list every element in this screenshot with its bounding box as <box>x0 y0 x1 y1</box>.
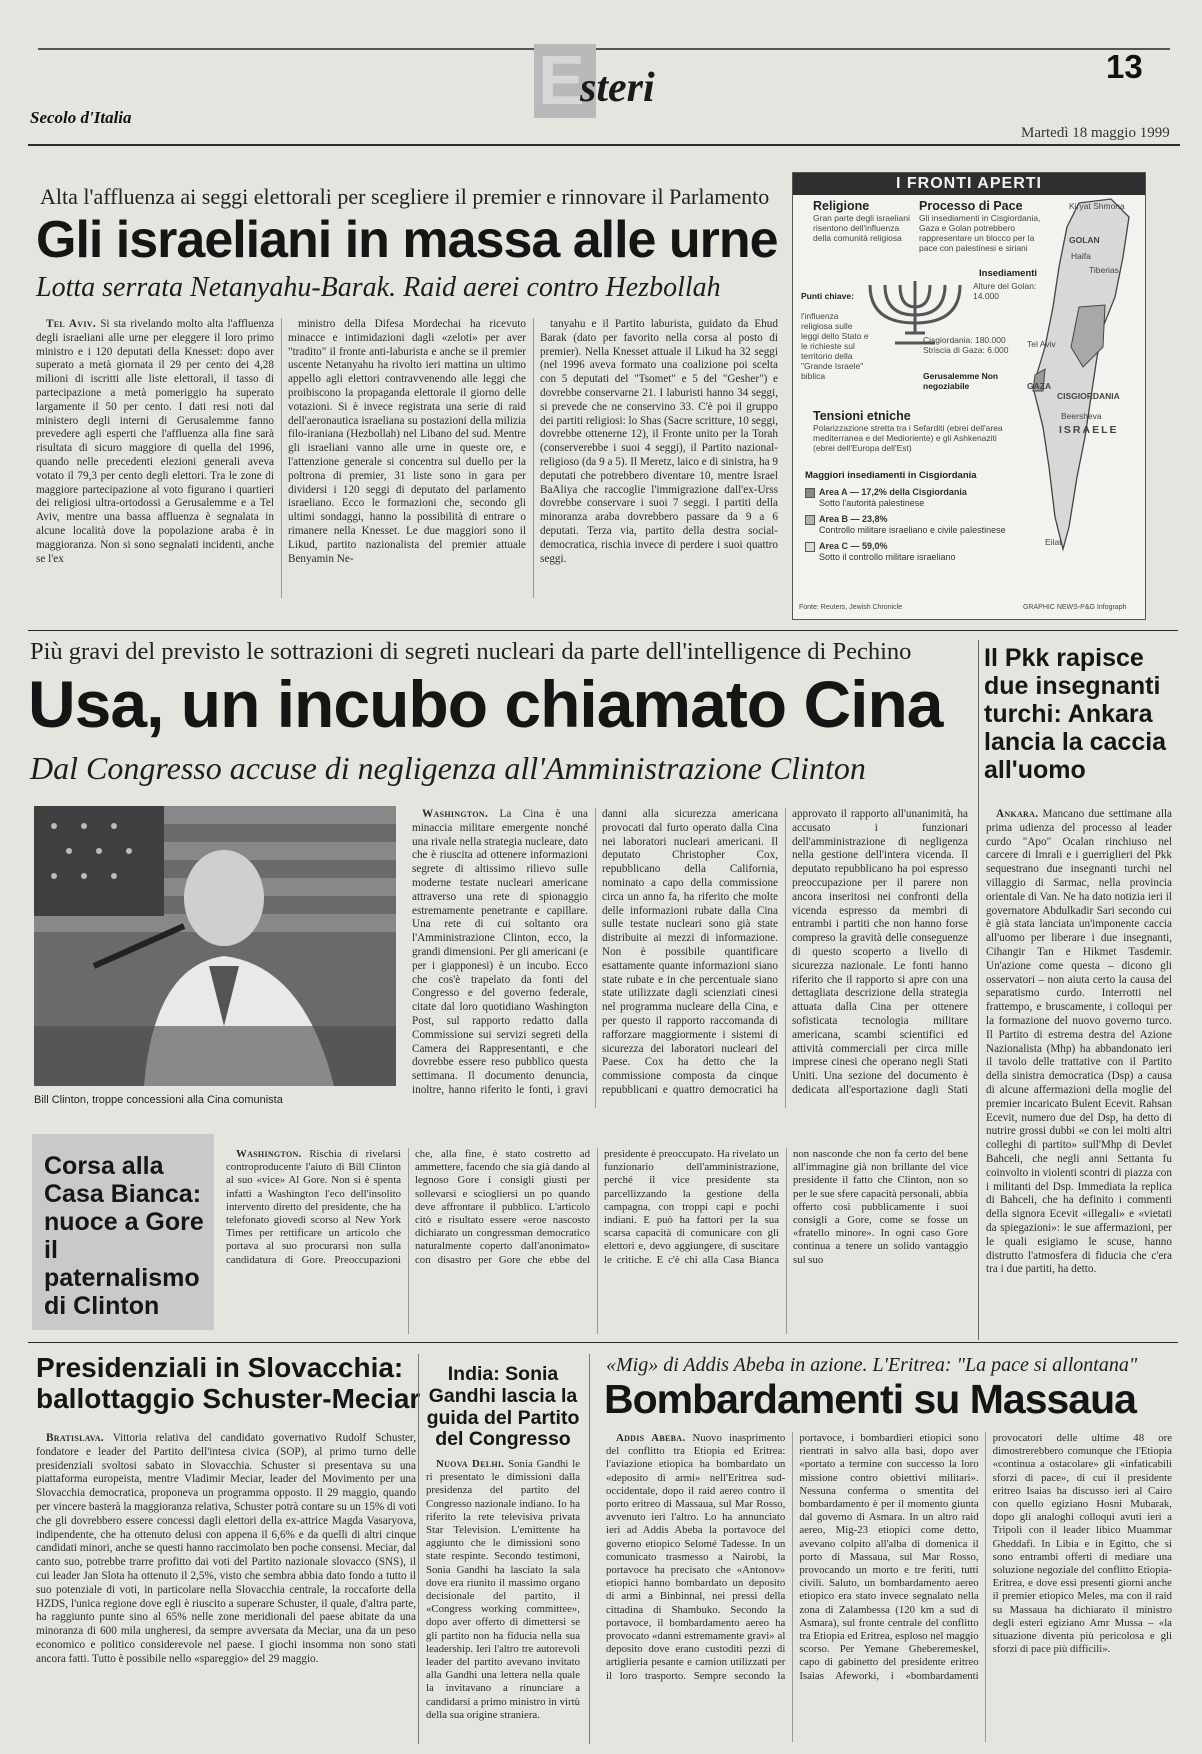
legend <box>805 487 1015 568</box>
eritrea-body <box>606 1432 1172 1742</box>
place-haifa: Haifa <box>1071 251 1091 261</box>
gore-dateline: Washington. <box>236 1148 302 1160</box>
place-tiberias: Tiberias <box>1089 265 1119 275</box>
masthead-top-rule <box>38 48 1170 50</box>
map-graphic <box>792 172 1146 620</box>
story2-text <box>412 808 968 1108</box>
india-body-text: Sonia Gandhi le ri presentato le dimissioni dalla presidenza del partito del Congresso nazionale indiano. Io ha riferito la rete televisiva privata Star Television. L'emittente ha aggiunto che le dimissioni sono state respinte. Secondo testimoni, Sonia Gandhi ha lasciato la sala dove era riunito il massimo organo decisionale del partito, il «Congress working committee», dopo aver offerto di dimettersi se gli partito non ha fiducia nella sua leadership. Ieri l'altro tre autorevoli leader del partito avevano invitato alla Gandhi una lettera nella quale la invitavano a rinunciare a candidarsi a primo ministro in virtù della sua origine straniera. <box>426 1458 580 1721</box>
issue-date: Martedì 18 maggio 1999 <box>1021 125 1170 141</box>
legend-item <box>805 487 1015 509</box>
legend-sub: Controllo militare israeliano e civile palestinese <box>819 525 1006 535</box>
map-cisgiordania-text: Cisgiordania: 180.000 Striscia di Gaza: 6.000 <box>923 335 1009 355</box>
legend-swatch <box>805 515 815 525</box>
legend-item <box>805 514 1015 536</box>
story1-kicker: Alta l'affluenza ai seggi elettorali per scegliere il premier e rinnovare il Parlamento <box>40 184 770 209</box>
map-punti-text: l'influenza religiosa sulle leggi dello Stato e le richieste sul territorio della "Grande Israele" biblica <box>801 311 869 381</box>
map-tensioni-label: Tensioni etniche <box>813 409 911 423</box>
pkk-dateline: Ankara. <box>996 808 1039 820</box>
pkk-headline: Il Pkk rapisce due insegnanti turchi: Ankara lancia la caccia all'uomo <box>984 644 1167 784</box>
newspaper-name: Secolo d'Italia <box>30 108 132 127</box>
eritrea-dateline: Addis Abeba. <box>616 1432 686 1444</box>
clinton-photo <box>34 806 396 1086</box>
eritrea-headline: Bombardamenti su Massaua <box>604 1376 1136 1422</box>
gore-headline: Corsa alla Casa Bianca: nuoce a Gore il paternalismo di Clinton <box>44 1152 204 1320</box>
india-dateline: Nuova Delhi. <box>436 1458 505 1470</box>
story2-body <box>412 808 968 1108</box>
map-punti-label: Punti chiave: <box>801 291 854 301</box>
story1-col1-text: Si sta rivelando molto alta l'affluenza degli israeliani alle urne per eleggere il loro primo ministro e i 120 deputati della Knesset: dopo aver superato a metà giornata il 29 per cento dei 4,28 milioni di iscritti alle liste elettorali, il tasso di partecipazione a metà pomeriggio ha superato largamente il 50 per cento. I dati resi noti dal ministero degli interni di Gerusalemme fanno prevedere agli esperti che l'affluenza alla fine sarà risultata di sicuro maggiore di quella del 1996, quando nelle precedenti elezioni generali aveva votato il 79,3 per cento degli elettori. Tra le zone di maggiore partecipazione al voto figurano i quartieri dei religiosi ultra-ortodossi a Gerusalemme e a Tel Aviv, mentre una bassa affluenza è segnalata in alcune località dove la popolazione araba è in maggioranza. Non si sono segnalati incidenti, anche se l'ex <box>36 318 275 565</box>
story2-vertical-rule <box>978 640 979 1340</box>
story1-headline: Gli israeliani in massa alle urne <box>36 211 778 269</box>
slovacchia-dateline: Bratislava. <box>46 1432 105 1444</box>
map-insediamenti-text: Alture del Golan: 14.000 <box>973 281 1037 301</box>
section-initial-letter: E <box>538 41 585 119</box>
gore-text <box>226 1148 968 1267</box>
photo-caption: Bill Clinton, troppe concessioni alla Cina comunista <box>34 1094 283 1106</box>
photo-image <box>34 806 396 1086</box>
map-title: I FRONTI APERTI <box>793 173 1145 195</box>
gore-body-text: Rischia di rivelarsi controproducente l'aiuto di Bill Clinton al suo «vice» Al Gore. Non si è spenta infatti a Washington l'eco dell'insolito intervento diretto del presidente, che ha telefonato giovedì scorso al New York Times per rettificare un articolo che portava al suo procurarsi non sulla candidatura di Gore. Preoccupazioni che, alla fine, è stato costretto ad ammettere, facendo che sia già dando al legnoso Gore i consigli giusti per sollevarsi e sciogliersi un po quando deve affrontare il pubblico. L'articolo citò e risultato essere «eroe nascosto dichiarato un congressman democratico naturalmente coperto dall'anonimato» con disastro per Gore che ebbe del presidente è preoccupato. Ha rivelato un funzionario dell'amministrazione, perché il vice presidente sta parcellizzando la gestione della campagna, con troppi capi e pochi indiani. E può ha fattori per la sua scarsa capacità di comunicare con gli elettori e, devo aggiungere, di suscitare le critiche. E c'è chi alla Casa Bianca non nasconde che non fa certo del bene all'immagine già non brillante del vice presidente il fatto che Clinton, non so per le sue sfere capacità personali, abbia offerto così pubblicamente i suoi consigli a Gore, come se fosse un «fratello minore». In ogni caso Gore continua a tenere un solido vantaggio sul suo <box>226 1148 968 1266</box>
gore-body <box>226 1148 968 1334</box>
eritrea-text <box>606 1432 1172 1683</box>
place-israele: ISRAELE <box>1059 424 1119 436</box>
legend-item <box>805 541 1015 563</box>
story2-kicker: Più gravi del previsto le sottrazioni di segreti nucleari da parte dell'intelligence di Pechino <box>30 638 912 665</box>
masthead-bottom-rule <box>28 144 1180 146</box>
eritrea-kicker: «Mig» di Addis Abeba in azione. L'Eritrea: "La pace si allontana" <box>606 1354 1138 1376</box>
map-religione-label: Religione <box>813 199 870 213</box>
place-gaza: GAZA <box>1027 381 1052 391</box>
story1-col3 <box>540 318 778 566</box>
story1-col1 <box>36 318 274 566</box>
pkk-text <box>986 808 1172 1277</box>
story1-subhead: Lotta serrata Netanyahu-Barak. Raid aerei contro Hezbollah <box>36 272 721 303</box>
story2-headline: Usa, un incubo chiamato Cina <box>28 667 943 741</box>
slovacchia-headline: Presidenziali in Slovacchia: ballottaggio Schuster-Meciar <box>36 1352 421 1415</box>
slovacchia-text <box>36 1432 416 1667</box>
legend-swatch <box>805 488 815 498</box>
masthead <box>28 28 1178 146</box>
slovacchia-body-text: Vittoria relativa del candidato governativo Rudolf Schuster, fondatore e leader del Partito dell'intesa civica (SOP), al primo turno delle presidenziali svoltosi sabato in Slovacchia. Schuster si presentava su una piattaforma europeista, mentre Vladimir Meciar, leader del Movimento per una Slovacchia democratica, proponeva un programma opposto. Il 29 maggio, quando per vincere basterà la maggioranza relativa, Schuster potrà contare su un 15% di voti che gli dovrebbero essere concessi dagli elettori della ex-attrice Magda Vasaryova, indipendente, che ha ottenuto delusi con appena il 6,6% e da quelli di altri cinque candidati minori, anche se questi hanno raccimolato ben poche consensi. Meciar, dal canto suo, potrebbe trarre profitto dai voti del Partito nazionale slovacco (SNS), il cui leader Jan Slota ha ottenuto il 2,5%, visto che sembra abbia dato fondo a tutto il suo potenziale di voti, in particolare nella Slovacchia centrale, la roccaforte della HZDS, l'unica regione dove egli è riuscito a superare Schuster, il quale, d'altra parte, ha raggiunto punte sino al 65% nelle zone meridionali del paese abitate da una minoranza di 600 mila ungheresi, da sempre avversata da Meciar, una da un peso economico e politico considerevole nel paese. I giochi insomma non sono stati ancora fatti. Tutto è possibile nello «spareggio» del 29 maggio. <box>36 1432 416 1665</box>
place-eilat: Eilat <box>1045 537 1062 547</box>
map-religione-text: Gran parte degli israeliani risentono dell'influenza della comunità religiosa <box>813 213 910 243</box>
legend-swatch <box>805 542 815 552</box>
map-credit: GRAPHIC NEWS-P&G Infograph <box>1023 604 1127 611</box>
story1-body <box>36 318 778 598</box>
legend-label: Area A — 17,2% della Cisgiordania <box>819 487 967 497</box>
place-beersheva: Beersheva <box>1061 411 1102 421</box>
page-number: 13 <box>1106 48 1143 85</box>
india-body <box>426 1458 580 1742</box>
story2-body-text: La Cina è una minaccia militare emergente nonché una rivale nella strategia nucleare, dato che è riuscita ad ottenere informazioni segrete di altissimo rilievo sulle moderne testate nucleari americane attraverso una rete di spionaggio estremamente penetrante e capillare. Una rete di cui soltanto ora l'Amministrazione Clinton, ecco, la grandi dimensioni. Per gli americani (e per i giapponesi) è un incubo. Ecco che cos'è trapelato da fonti del Congresso e del governo federale, citate dal loro quotidiano Washington Post, sul rapporto redatto dalla Commissione sui servizi segreti della Camera dei Rappresentanti, e che dovrebbe essere reso pubblico questa settimana. Il documento denuncia, inoltre, hanno riferito le fonti, i gravi danni alla sicurezza americana provocati dal furto operato dalla Cina nei laboratori nucleari americani. Il deputato Christopher Cox, repubblicano della California, nominato a capo della commissione circa un anno fa, ha riferito che molte delle informazioni rubate dalla Cina sulle testate nucleari sono già state distribuite ai mezzi di informazione. Non è possibile quantificare esattamente quante informazioni siano state rubate e in che percentuale siano state utilizzate dagli scienziati cinesi nel programma nucleare della Cina, e per questo il rapporto raccomanda di rafforzare maggiormente i sistemi di sicurezza dei laboratori nucleari del Paese. Cox ha detto che la commissione composta da cinque repubblicani e quattro democratici ha approvato il rapporto all'unanimità, ha accusato i funzionari dell'amministrazione di negligenza nella gestione dell'intera vicenda. Il deputato repubblicano ha poi espresso preoccupazione per il parere non ancora inseritosi nei confronti della vicenda espresso da membri di entrambi i partiti che non hanno forse compreso la gravità delle conseguenze di questo scoperto a livello di sicurezza nazionale. Le fonti hanno riferito che il rapporto si apre con una dettagliata descrizione della strategia attuata dalla Cina per ottenere sofisticata tecnologia militare americana, scambi scientifici ed attività commerciali per circa mille imprese cinesi che operano negli Stati Uniti. Una sezione del documento è dedicata all'esportazione dagli Stati <box>412 808 968 1096</box>
map-processo-label: Processo di Pace <box>919 199 1023 213</box>
pkk-body-text: Mancano due settimane alla prima udienza del processo al leader curdo "Apo" Ocalan rinchiuso nel carcere di Imrali e i guerriglieri del Pkk sequestrano due insegnanti turchi nel villaggio di Sarmac, nella provincia orientale di Van. Ne ha dato notizia ieri il governatore Abdulkadir Sari secondo cui è già stata lanciata un'imponente caccia all'uomo per liberare i due insegnanti, Cihangir Tan e Hikmet Tasdemir. Un'azione come questa – dicono gli osservatori – non aiuta certo la causa del separatismo curdo. Interrotti nel frattempo, e bruscamente, i colloqui per la formazione del nuovo governo turco. Il Partito di estrema destra del Azione Nazionalista (Mhp) ha abbandonato ieri il tavolo delle trattative con il Partito della sinistra democratica (Dsp) a causa di alcune affermazioni della moglie del premier incaricato Bulent Ecevit. Rahsan Ecevit, numero due del Dsp, ha detto di nutrire grossi dubbi «e con lei molti altri colleghi di partito» sull'Mhp di Devlet Bahceli, che negli anni Settanta fu coinvolto in violenti scontri di piazza con i militanti del Dsp. Immediata la replica di Bahceli, che ha definito i commenti della signora Ecevit «illegali» e «vietati da spiegazioni»: le sue affermazioni, per le quali esigiamo le scuse, hanno distrutto l'atmosfera di fiducia che c'era tra i due partiti, ha detto. <box>986 808 1172 1276</box>
india-headline: India: Sonia Gandhi lascia la guida del Partito del Congresso <box>426 1363 580 1451</box>
map-insediamenti-label: Insediamenti <box>979 268 1038 279</box>
legend-title: Maggiori insediamenti in Cisgiordania <box>805 470 977 481</box>
india-text <box>426 1458 580 1722</box>
pkk-body <box>986 808 1172 1328</box>
place-kiryat: Kiryat Shmona <box>1069 201 1125 211</box>
legend-label: Area C — 59,0% <box>819 541 888 551</box>
story1-col2 <box>288 318 526 566</box>
map-gerusalemme: Gerusalemme Non negoziabile <box>923 371 999 391</box>
place-cisgiordania: CISGIORDANIA <box>1057 391 1120 401</box>
eritrea-body-text: Nuovo inasprimento del conflitto tra Etiopia ed Eritrea: l'aviazione etiopica ha bombardato un «deposito di armi» nell'Eritrea sud-occidentale, dopo il raid aereo contro il porto eritreo di Massaua, sul Mar Rosso, avvenuto ieri l'altro. Lo ha annunciato ieri ad Addis Abeba la portavoce del governo etiopico Selomé Tadesse. In un comunicato trasmesso a Nairobi, la portavoce ha precisato che «Antonov» etiopici hanno bombardato un deposito di armi a Binbinnal, nei pressi della cittadina di Shambuko. Secondo la portavoce, il bombardamento aereo ha provocato «danni estremamente gravi» al deposito dove erano custoditi pezzi di artiglieria pesante e camion utilizzati per il loro trasporto. Sempre secondo la portavoce, i bombardieri etiopici sono rientrati in salvo alla basi, dopo aver «portato a termine con successo la loro missione contro obiettivi militari». Nessuna conferma o smentita del bombardamento è per il momento giunta dal governo di Asmara. In un altro raid aereo, Mig-23 etiopici come detto, avevano colpito all'alba di domenica il porto di Massaua, sul Mar Rosso, provocando un morto e tre feriti, tutti civili. Saluto, un bombardamento aereo etiopico era stato invece segnalato nella zona di Zalambessa (120 km a sud di Asmara), sul fronte centrale del conflitto tra Etiopia ed Eritrea, esploso nel maggio scorso. Per Yemane Gheberemeskel, capo di gabinetto del presidente eritreo Isaias Afeworki, i «bombardamenti provocatori delle ultime 48 ore dimostrerebbero comunque che l'Etiopia «continua a ostacolare» gli «infaticabili sforzi di pace», di cui il presidente eritreo Isaias ha discusso ieri al Cairo con quello egiziano Hosni Mubarak, dopo gli analoghi colloqui avuti ieri a Tripoli con il leader libico Muammar Gheddafi. In Libia e in Egitto, che si sono entrambi offerti di mediare una soluzione negoziale del conflitto Etiopia-Eritrea, e dove essi presenti giorni anche il premier etiopico Meles, ma con il raid su Massaua ha dichiarato il ministro degli esteri egiziano Amr Mussa – «la situazione diventa più pericolosa e gli sforzi di pace più difficili». <box>606 1432 1172 1682</box>
story2-subhead: Dal Congresso accuse di negligenza all'Amministrazione Clinton <box>30 750 866 786</box>
map-tensioni-text: Polarizzazione stretta tra i Sefarditi (ebrei dell'area mediterranea e del Medioriente) e gli Ashkenaziti (ebrei dell'Europa dell'Est) <box>813 423 1003 453</box>
map-processo-text: Gli insediamenti in Cisgiordania, Gaza e Golan potrebbero rappresentare un blocco per la pace con palestinesi e siriani <box>919 213 1041 253</box>
section-title: steri <box>580 65 655 111</box>
legend-label: Area B — 23,8% <box>819 514 888 524</box>
place-telaviv: Tel Aviv <box>1027 339 1056 349</box>
story1-bottom-rule <box>28 630 1178 631</box>
story2-dateline: Washington. <box>422 808 489 820</box>
story1-col2-text: ministro della Difesa Mordechai ha ricevuto minacce e intimidazioni dagli «zeloti» per aver "tradito" il fronte anti-laburista e anche se il premier uscente Netanyahu ha rivolto ieri mattina un ultimo appello agli elettori contravvenendo alle leggi che proibiscono la propaganda elettorale il giorno delle votazioni. Si è invece registrata una serie di raid dell'aeronautica israeliana su postazioni della milizia filo-iraniana (Hezbollah) nel Libano del sud. Mentre gli israeliani vanno alle urne in queste ore, e l'attenzione generale si concentra sul duello per la poltrona di premier, 31 liste sono in gara per dividersi i 120 seggi di deputato del parlamento israeliano. Ecco le formazioni che, secondo gli ultimi sondaggi, hanno la possibilità di entrare o rimanere nella Knesset. Le due maggiori sono il Likud, partito nazionalista del premier attuale Benyamin Ne- <box>288 318 526 565</box>
story1-dateline: Tel Aviv. <box>46 318 96 330</box>
map-source: Fonte: Reuters, Jewish Chronicle <box>799 604 903 611</box>
legend-sub: Sotto l'autorità palestinese <box>819 498 925 508</box>
story1-col3-text: tanyahu e il Partito laburista, guidato da Ehud Barak (dato per favorito nella corsa al posto di premier). Nella Knesset attuale il Likud ha 32 seggi (nel 1996 aveva formato una coalizione poi scelta con 5 deputati del "Tsomet" e 5 del "Gesher") e dovrebbe conservarne 21. I laburisti hanno 34 seggi, si prevede che ne conservino 33. C'è poi il gruppo dei partiti religiosi: lo Shas (Sacre scritture, 10 seggi, dovrebbe ottenerne 12), il Fronte unito per la Torah (conserverebbe i suoi 4 seggi), il Partito nazional-religioso (da 9 a 5). Il Meretz, laico e di sinistra, ha 9 deputati che potrebbero diventare 10, mentre Israel BaAliya che raccoglie l'immigrazione dall'ex-Urss dovrebbe conservare i suoi 7 seggi. I partiti della minoranza araba dovrebbero passare da 9 a 6 deputati. Terza via, partito della destra social-democratica, rischia invece di perdere i suoi quattro seggi. <box>540 318 778 565</box>
story2-bottom-rule <box>28 1342 1178 1343</box>
slovacchia-body <box>36 1432 416 1742</box>
legend-sub: Sotto il controllo militare israeliano <box>819 552 956 562</box>
place-golan: GOLAN <box>1069 235 1100 245</box>
